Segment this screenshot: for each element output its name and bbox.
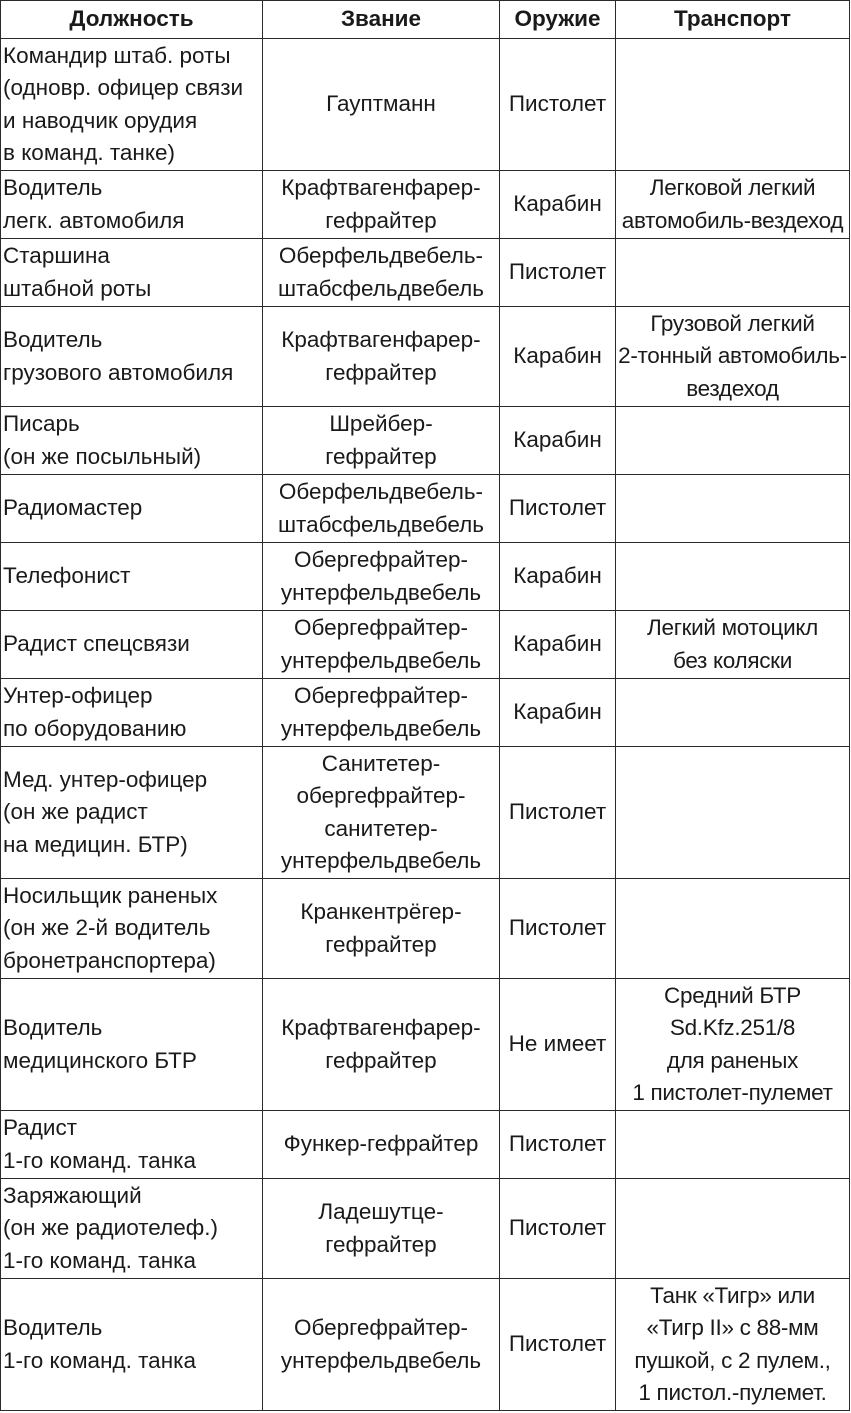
cell-line: унтерфельдвебель [280,715,482,741]
cell-line: Обергефрайтер- [293,1315,469,1340]
table-row [1,307,850,407]
position-cell [1,39,263,171]
cell-line: на медицин. БТР) [3,831,188,857]
cell-line: Ладешутце- [318,1199,444,1224]
cell-line: (он же 2-й водитель [3,915,211,941]
cell-line: санитетер- [324,815,438,841]
cell-line: 1-го команд. танка [3,1247,196,1273]
weapon-cell: Не имеет [500,979,616,1111]
cell-line: Оберфельдвебель- [278,479,484,504]
position-cell [1,679,263,747]
transport-cell [616,1111,850,1179]
rank-cell [263,679,500,747]
cell-line: Гауптманн [326,91,436,117]
rank-cell [263,543,500,611]
rank-cell [263,1179,500,1279]
cell-line: Грузовой легкий [650,310,815,336]
cell-line: гефрайтер [325,1231,437,1257]
cell-line: Функер-гефрайтер [283,1131,479,1157]
cell-line: штабной роты [3,275,152,301]
cell-line: Носильщик раненых [3,882,218,908]
header-rank: Звание [263,1,500,39]
weapon-cell: Пистолет [500,475,616,543]
weapon-cell: Пистолет [500,1279,616,1411]
cell-line: 1-го команд. танка [3,1347,196,1373]
cell-line: Водитель [3,175,103,200]
rank-cell [263,979,500,1111]
cell-line: (он же радиотелеф.) [3,1215,218,1241]
transport-cell [616,1279,850,1411]
table-row [1,611,850,679]
transport-cell [616,39,850,171]
cell-line: Кранкентрёгер- [300,899,462,924]
weapon-cell: Пистолет [500,39,616,171]
weapon-cell: Пистолет [500,239,616,307]
cell-line: Телефонист [3,563,131,589]
cell-line: унтерфельдвебель [280,1347,482,1373]
rank-cell [263,611,500,679]
transport-cell [616,879,850,979]
transport-cell [616,543,850,611]
cell-line: Обергефрайтер- [293,683,469,708]
cell-line: гефрайтер [325,207,437,233]
header-position: Должность [1,1,263,39]
cell-line: по оборудованию [3,715,187,741]
table-row [1,1279,850,1411]
cell-line: Обергефрайтер- [293,547,469,572]
table-row [1,747,850,879]
table-row [1,679,850,747]
rank-cell [263,1279,500,1411]
weapon-cell: Пистолет [500,879,616,979]
rank-cell [263,407,500,475]
cell-line: Крафтвагенфарер- [281,175,481,200]
rank-cell [263,307,500,407]
cell-line: унтерфельдвебель [280,647,482,673]
cell-line: Обергефрайтер- [293,615,469,640]
table-row [1,171,850,239]
cell-line: Радист [3,1115,78,1140]
cell-line: 1 пистол.-пулемет. [638,1380,827,1405]
position-cell [1,171,263,239]
cell-line: и наводчик орудия [3,107,198,133]
cell-line: Писарь [3,411,80,436]
cell-line: Водитель [3,327,103,352]
weapon-cell: Карабин [500,171,616,239]
position-cell [1,1279,263,1411]
transport-cell [616,979,850,1111]
table-row [1,879,850,979]
transport-cell [616,475,850,543]
weapon-cell: Карабин [500,543,616,611]
cell-line: Легкий мотоцикл [647,615,818,640]
position-cell [1,239,263,307]
transport-cell [616,307,850,407]
cell-line: для раненых [666,1047,799,1073]
cell-line: гефрайтер [325,359,437,385]
table-row [1,1111,850,1179]
position-cell [1,747,263,879]
weapon-cell: Карабин [500,407,616,475]
transport-cell [616,611,850,679]
cell-line: легк. автомобиля [3,207,185,233]
position-cell [1,611,263,679]
cell-line: гефрайтер [325,931,437,957]
position-cell [1,979,263,1111]
transport-cell [616,171,850,239]
header-row [1,1,850,39]
rank-cell [263,171,500,239]
rank-cell [263,239,500,307]
position-cell [1,475,263,543]
cell-line: 2-тонный автомобиль- [618,343,847,369]
cell-line: (он же посыльный) [3,443,202,469]
cell-line: гефрайтер [325,1047,437,1073]
weapon-cell: Карабин [500,307,616,407]
table-row [1,543,850,611]
cell-line: унтерфельдвебель [280,848,482,873]
cell-line: Мед. унтер-офицер [3,766,208,792]
rank-cell [263,1111,500,1179]
cell-line: вездеход [686,375,779,401]
position-cell [1,407,263,475]
cell-line: 1 пистолет-пулемет [632,1080,833,1105]
cell-line: Радиомастер [3,495,143,521]
transport-cell [616,747,850,879]
cell-line: гефрайтер [325,443,437,469]
cell-line: штабсфельдвебель [278,511,484,537]
weapon-cell: Карабин [500,679,616,747]
cell-line: Танк «Тигр» или [650,1282,815,1308]
table-row [1,979,850,1111]
cell-line: грузового автомобиля [3,359,234,385]
cell-line: Радист спецсвязи [3,631,190,657]
cell-line: в команд. танке) [3,140,175,165]
cell-line: Старшина [3,243,110,268]
table-row [1,407,850,475]
table-row [1,239,850,307]
cell-line: Легковой легкий [649,175,816,200]
cell-line: бронетранспортера) [3,947,216,973]
position-cell [1,307,263,407]
position-cell [1,1179,263,1279]
table-row [1,39,850,171]
rank-cell [263,39,500,171]
cell-line: Оберфельдвебель- [278,243,484,268]
cell-line: (он же радист [3,799,148,825]
cell-line: Санитетер- [321,750,441,776]
cell-line: автомобиль-вездеход [621,207,844,233]
cell-line: Sd.Kfz.251/8 [669,1015,796,1040]
weapon-cell: Карабин [500,611,616,679]
position-cell [1,543,263,611]
cell-line: Крафтвагенфарер- [281,1015,481,1040]
transport-cell [616,407,850,475]
cell-line: Водитель [3,1315,103,1340]
cell-line: обергефрайтер- [296,783,466,808]
cell-line: Средний БТР [664,982,801,1008]
table-row [1,1179,850,1279]
position-cell [1,879,263,979]
cell-line: (одновр. офицер связи [3,75,244,100]
cell-line: Унтер-офицер [3,683,153,708]
weapon-cell: Пистолет [500,1111,616,1179]
table-row [1,475,850,543]
cell-line: Командир штаб. роты [3,42,231,68]
position-cell [1,1111,263,1179]
cell-line: медицинского БТР [3,1047,197,1073]
cell-line: Водитель [3,1015,103,1040]
transport-cell [616,679,850,747]
cell-line: «Тигр II» с 88-мм [646,1315,819,1340]
rank-cell [263,747,500,879]
cell-line: пушкой, с 2 пулем., [634,1347,831,1373]
transport-cell [616,239,850,307]
weapon-cell: Пистолет [500,747,616,879]
cell-line: унтерфельдвебель [280,579,482,605]
cell-line: Крафтвагенфарер- [281,327,481,352]
weapon-cell: Пистолет [500,1179,616,1279]
header-weapon: Оружие [500,1,616,39]
rank-cell [263,475,500,543]
cell-line: штабсфельдвебель [278,275,484,301]
cell-line: без коляски [672,647,792,673]
cell-line: Шрейбер- [329,411,433,436]
header-transport: Транспорт [616,1,850,39]
rank-cell [263,879,500,979]
cell-line: 1-го команд. танка [3,1147,196,1173]
cell-line: Заряжающий [3,1182,142,1208]
transport-cell [616,1179,850,1279]
